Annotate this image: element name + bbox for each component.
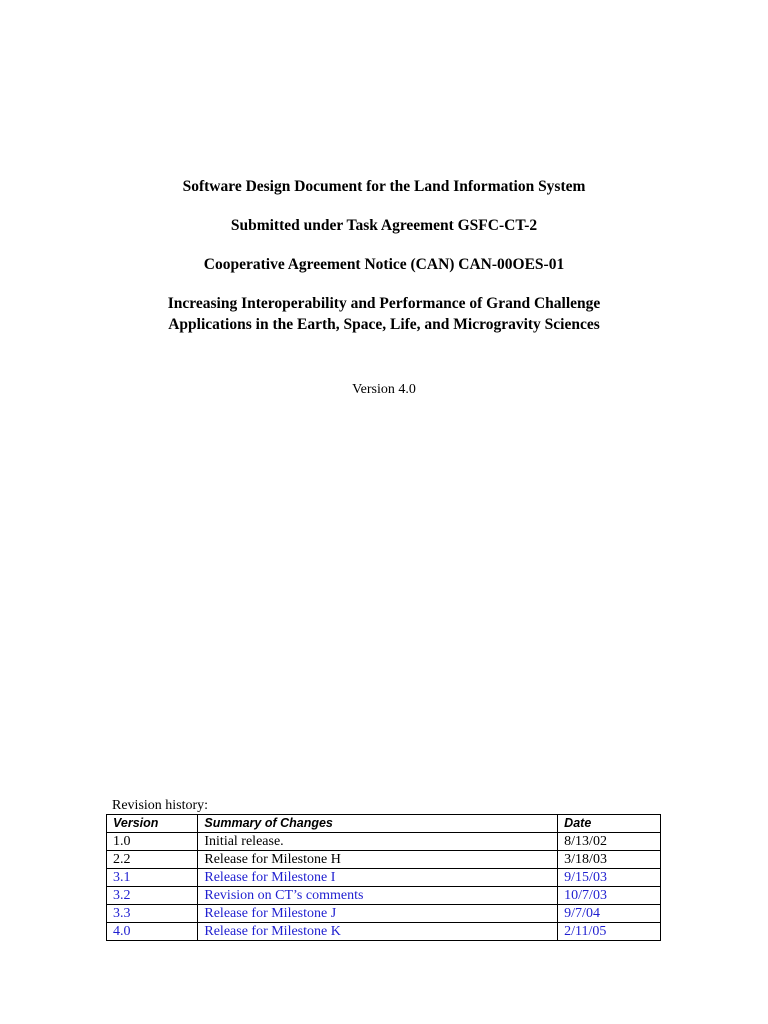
cell-summary: Release for Milestone I bbox=[198, 869, 558, 887]
cell-summary: Release for Milestone K bbox=[198, 923, 558, 941]
table-row bbox=[107, 923, 661, 941]
project-title-line-2: Applications in the Earth, Space, Life, and Microgravity Sciences bbox=[168, 316, 600, 333]
table-row bbox=[107, 833, 661, 851]
table-row bbox=[107, 851, 661, 869]
cell-summary: Release for Milestone J bbox=[198, 905, 558, 923]
cell-date: 8/13/02 bbox=[558, 833, 661, 851]
table-row bbox=[107, 905, 661, 923]
cell-version: 3.3 bbox=[107, 905, 198, 923]
task-agreement-line: Submitted under Task Agreement GSFC-CT-2 bbox=[230, 217, 538, 234]
cell-date: 10/7/03 bbox=[558, 887, 661, 905]
project-title-line-1: Increasing Interoperability and Performance of Grand Challenge bbox=[167, 295, 601, 312]
cell-date: 3/18/03 bbox=[558, 851, 661, 869]
revision-history-caption: Revision history: bbox=[112, 798, 209, 813]
cell-date: 9/7/04 bbox=[558, 905, 661, 923]
cell-date: 9/15/03 bbox=[558, 869, 661, 887]
cooperative-agreement-line: Cooperative Agreement Notice (CAN) CAN-00OES-01 bbox=[203, 256, 565, 273]
revision-history-table bbox=[106, 814, 661, 941]
cell-version: 4.0 bbox=[107, 923, 198, 941]
cell-summary: Initial release. bbox=[198, 833, 558, 851]
cell-version: 2.2 bbox=[107, 851, 198, 869]
cell-version: 3.2 bbox=[107, 887, 198, 905]
title-block bbox=[0, 176, 768, 335]
cell-date: 2/11/05 bbox=[558, 923, 661, 941]
cell-version: 1.0 bbox=[107, 833, 198, 851]
column-header-summary: Summary of Changes bbox=[198, 815, 558, 833]
cell-summary: Revision on CT’s comments bbox=[198, 887, 558, 905]
table-row bbox=[107, 887, 661, 905]
cell-version: 3.1 bbox=[107, 869, 198, 887]
table-header-row bbox=[107, 815, 661, 833]
table-row bbox=[107, 869, 661, 887]
column-header-version: Version bbox=[107, 815, 198, 833]
column-header-date: Date bbox=[558, 815, 661, 833]
document-version: Version 4.0 bbox=[352, 382, 416, 397]
cell-summary: Release for Milestone H bbox=[198, 851, 558, 869]
document-title: Software Design Document for the Land Information System bbox=[182, 178, 586, 195]
